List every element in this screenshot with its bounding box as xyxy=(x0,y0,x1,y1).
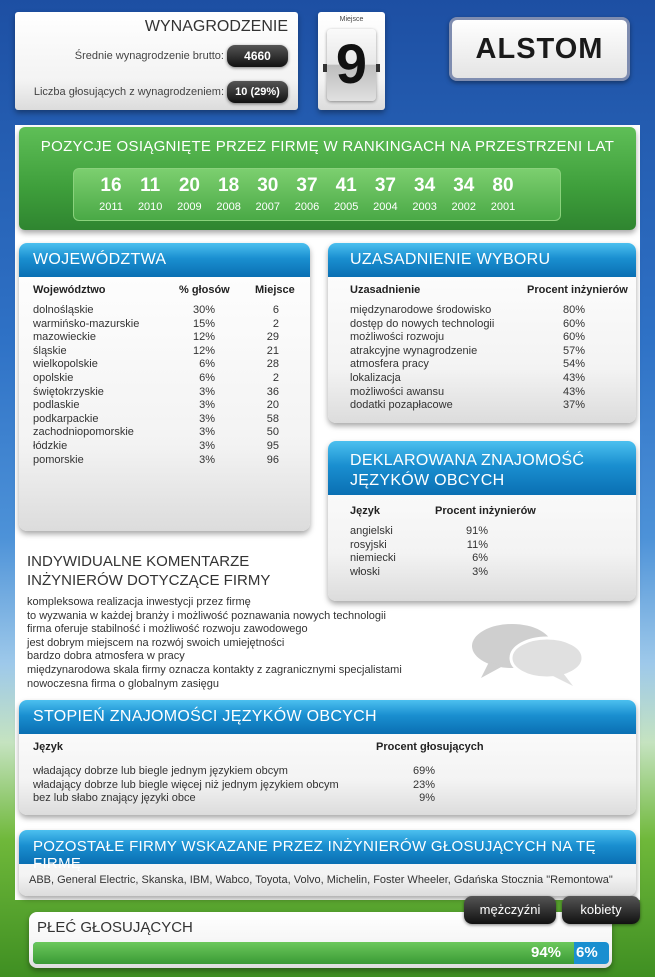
voivodeships-card xyxy=(19,243,310,531)
ranking-position: 30 xyxy=(257,175,279,196)
comment-item: nowoczesna firma o globalnym zasięgu xyxy=(27,677,219,690)
level-header-pct: Procent głosujących xyxy=(376,741,484,753)
ranking-year: 2002 xyxy=(451,201,477,213)
ranking-position: 16 xyxy=(100,175,122,196)
female-label: kobiety xyxy=(562,896,640,924)
voters-value: 10 (29%) xyxy=(227,81,288,103)
language-pct: 3% xyxy=(472,565,488,578)
ranking-year: 2001 xyxy=(490,201,516,213)
language-pct: 91% xyxy=(465,525,488,537)
company-logo xyxy=(449,17,630,81)
voiv-header-name: Województwo xyxy=(33,284,106,296)
justification-reason: lokalizacja xyxy=(350,372,401,384)
voivodeship-name: pomorskie xyxy=(33,453,84,466)
rankings-items xyxy=(73,168,561,221)
voivodeship-pct: 6% xyxy=(199,358,215,371)
lang-header-lang: Język xyxy=(350,505,380,517)
justification-reason: atrakcyjne wynagrodzenie xyxy=(350,344,478,357)
voivodeship-pct: 15% xyxy=(192,317,215,330)
language-level-desc: władający dobrze lub biegle jednym językiem obcym xyxy=(33,765,288,777)
voivodeship-place: 28 xyxy=(266,358,279,371)
language-name: niemiecki xyxy=(350,552,396,565)
ranking-position: 20 xyxy=(178,175,200,196)
female-pct: 6% xyxy=(576,944,598,961)
justification-card xyxy=(328,243,636,423)
avg-salary-value: 4660 xyxy=(227,45,288,67)
justification-reason: atmosfera pracy xyxy=(350,358,429,371)
voivodeship-place: 6 xyxy=(272,304,279,316)
ranking-year: 2005 xyxy=(333,201,359,213)
voivodeship-name: świętokrzyskie xyxy=(33,385,104,398)
avg-salary-label: Średnie wynagrodzenie brutto: xyxy=(74,50,224,62)
rankings-title: POZYCJE OSIĄGNIĘTE PRZEZ FIRMĘ W RANKINGACH NA PRZESTRZENI LAT xyxy=(40,138,615,155)
ranking-year: 2008 xyxy=(216,201,241,213)
voivodeship-place: 36 xyxy=(266,385,279,398)
just-header-pct: Procent inżynierów xyxy=(527,284,628,296)
company-name: ALSTOM xyxy=(475,33,604,65)
ranking-year: 2006 xyxy=(294,201,320,213)
voivodeship-name: mazowieckie xyxy=(33,331,96,344)
voivodeship-name: opolskie xyxy=(33,372,74,384)
ranking-year: 2011 xyxy=(99,201,123,213)
gender-title: PŁEĆ GŁOSUJĄCYCH xyxy=(37,919,193,936)
voivodeship-place: 50 xyxy=(266,426,279,439)
comment-item: bardzo dobra atmosfera w pracy xyxy=(27,650,185,663)
ranking-position: 37 xyxy=(296,175,318,196)
other-firms-title: POZOSTAŁE FIRMY WSKAZANE PRZEZ INŻYNIERÓW GŁOSUJĄCYCH NA TĘ FIRMĘ xyxy=(19,830,636,864)
voivodeship-pct: 3% xyxy=(199,440,215,452)
justification-pct: 43% xyxy=(562,385,585,398)
language-level-title: STOPIEŃ ZNAJOMOŚCI JĘZYKÓW OBCYCH xyxy=(19,700,636,734)
comment-item: firma oferuje stabilność i możliwość rozwoju zawodowego xyxy=(27,623,308,636)
other-firms-text: ABB, General Electric, Skanska, IBM, Wabco, Toyota, Volvo, Michelin, Foster Wheeler, Gdańska Stocznia "Remontowa" xyxy=(29,874,613,886)
flip-hinge-left xyxy=(323,64,327,72)
comment-item: kompleksowa realizacja inwestycji przez firmę xyxy=(27,596,251,608)
ranking-position: 80 xyxy=(492,175,514,196)
voivodeship-name: dolnośląskie xyxy=(33,304,94,316)
male-pct: 94% xyxy=(531,944,562,961)
place-value: 9 xyxy=(335,32,368,95)
justification-pct: 57% xyxy=(562,344,585,357)
justification-pct: 54% xyxy=(562,358,585,371)
level-header-lang: Język xyxy=(33,741,63,753)
justification-pct: 60% xyxy=(562,331,585,344)
justification-pct: 37% xyxy=(562,399,585,412)
flip-hinge-right xyxy=(376,64,380,72)
justification-reason: możliwości rozwoju xyxy=(350,331,445,344)
language-level-pct: 9% xyxy=(419,792,435,805)
salary-card xyxy=(15,12,298,110)
ranking-position: 41 xyxy=(335,175,357,196)
voiv-header-pct: % głosów xyxy=(179,284,230,296)
voivodeship-name: podkarpackie xyxy=(33,412,99,425)
language-name: rosyjski xyxy=(350,538,387,551)
voivodeships-title: WOJEWÓDZTWA xyxy=(19,243,310,277)
speech-bubbles-icon xyxy=(467,618,587,688)
voivodeship-pct: 3% xyxy=(199,412,215,425)
voivodeship-place: 20 xyxy=(266,399,279,412)
justification-pct: 60% xyxy=(562,317,585,330)
other-firms-card xyxy=(19,830,636,896)
voivodeship-place: 21 xyxy=(266,344,279,357)
voivodeship-name: łódzkie xyxy=(33,440,68,452)
voivodeship-name: śląskie xyxy=(33,344,67,357)
language-level-desc: bez lub słabo znający języki obce xyxy=(33,792,196,805)
lang-header-pct: Procent inżynierów xyxy=(435,505,536,517)
voivodeship-pct: 3% xyxy=(199,426,215,439)
justification-pct: 43% xyxy=(562,372,585,384)
languages-declared-title xyxy=(328,441,636,495)
place-card xyxy=(318,12,385,110)
language-level-pct: 69% xyxy=(412,765,435,777)
justification-pct: 80% xyxy=(562,304,585,316)
voivodeship-name: zachodniopomorskie xyxy=(33,426,134,439)
ranking-position: 37 xyxy=(374,175,396,196)
voivodeship-pct: 3% xyxy=(199,453,215,466)
justification-reason: możliwości awansu xyxy=(350,385,445,398)
language-name: angielski xyxy=(350,525,393,537)
ranking-year: 2003 xyxy=(412,201,437,213)
voivodeship-pct: 30% xyxy=(192,304,215,316)
rankings-card xyxy=(19,127,636,230)
voiv-header-place: Miejsce xyxy=(255,284,295,296)
male-label: mężczyźni xyxy=(464,896,556,924)
ranking-position: 34 xyxy=(453,175,475,196)
comment-item: jest dobrym miejscem na rozwój swoich umiejętności xyxy=(27,636,285,649)
gender-bar-male xyxy=(33,942,574,964)
comments-title-line1: INDYWIDUALNE KOMENTARZE xyxy=(27,553,250,570)
ranking-position: 34 xyxy=(414,175,436,196)
voivodeship-name: warmińsko-mazurskie xyxy=(33,317,140,330)
language-level-desc: władający dobrze lub biegle więcej niż jednym językiem obcym xyxy=(33,778,339,791)
voivodeship-pct: 12% xyxy=(192,344,215,357)
language-level-card xyxy=(19,700,636,815)
just-header-reason: Uzasadnienie xyxy=(350,284,421,296)
voivodeship-pct: 3% xyxy=(199,385,215,398)
comments-list xyxy=(27,596,467,691)
languages-declared-title-line1: DEKLAROWANA ZNAJOMOŚĆ xyxy=(350,452,585,469)
language-pct: 11% xyxy=(466,538,488,551)
voivodeship-place: 95 xyxy=(266,440,279,452)
voivodeship-place: 29 xyxy=(266,331,279,344)
comments-title-line2: INŻYNIERÓW DOTYCZĄCE FIRMY xyxy=(27,572,271,589)
voivodeship-pct: 3% xyxy=(199,399,215,412)
justification-reason: dostęp do nowych technologii xyxy=(350,317,495,330)
language-level-pct: 23% xyxy=(412,778,435,791)
voters-label: Liczba głosujących z wynagrodzeniem: xyxy=(33,86,224,98)
justification-title: UZASADNIENIE WYBORU xyxy=(328,243,636,277)
languages-declared-title-line2: JĘZYKÓW OBCYCH xyxy=(350,472,505,489)
justification-reason: międzynarodowe środowisko xyxy=(350,304,492,316)
ranking-year: 2004 xyxy=(373,201,398,213)
voivodeship-place: 2 xyxy=(272,372,279,384)
justification-reason: dodatki pozapłacowe xyxy=(350,399,453,412)
voivodeship-place: 96 xyxy=(266,453,279,466)
language-name: włoski xyxy=(350,565,380,578)
ranking-position: 18 xyxy=(218,175,240,196)
voivodeship-place: 2 xyxy=(272,317,279,330)
place-label: Miejsce xyxy=(339,16,364,23)
voivodeship-place: 58 xyxy=(266,412,279,425)
voivodeship-pct: 12% xyxy=(192,331,215,344)
language-pct: 6% xyxy=(472,552,488,565)
ranking-year: 2010 xyxy=(137,201,163,213)
salary-title: WYNAGRODZENIE xyxy=(144,18,288,35)
ranking-year: 2009 xyxy=(177,201,202,213)
ranking-year: 2007 xyxy=(255,201,281,213)
voivodeship-pct: 6% xyxy=(199,372,215,384)
gender-bar xyxy=(33,942,609,964)
comment-item: to wyzwania w każdej branży i możliwość poznawania nowych technologii xyxy=(27,609,386,622)
voivodeship-name: podlaskie xyxy=(33,399,80,412)
voivodeship-name: wielkopolskie xyxy=(33,358,98,371)
comments-section xyxy=(27,552,467,697)
ranking-position: 11 xyxy=(140,175,161,196)
comment-item: międzynarodowa skala firmy oznacza kontakty z zagranicznymi specjalistami xyxy=(27,663,402,676)
